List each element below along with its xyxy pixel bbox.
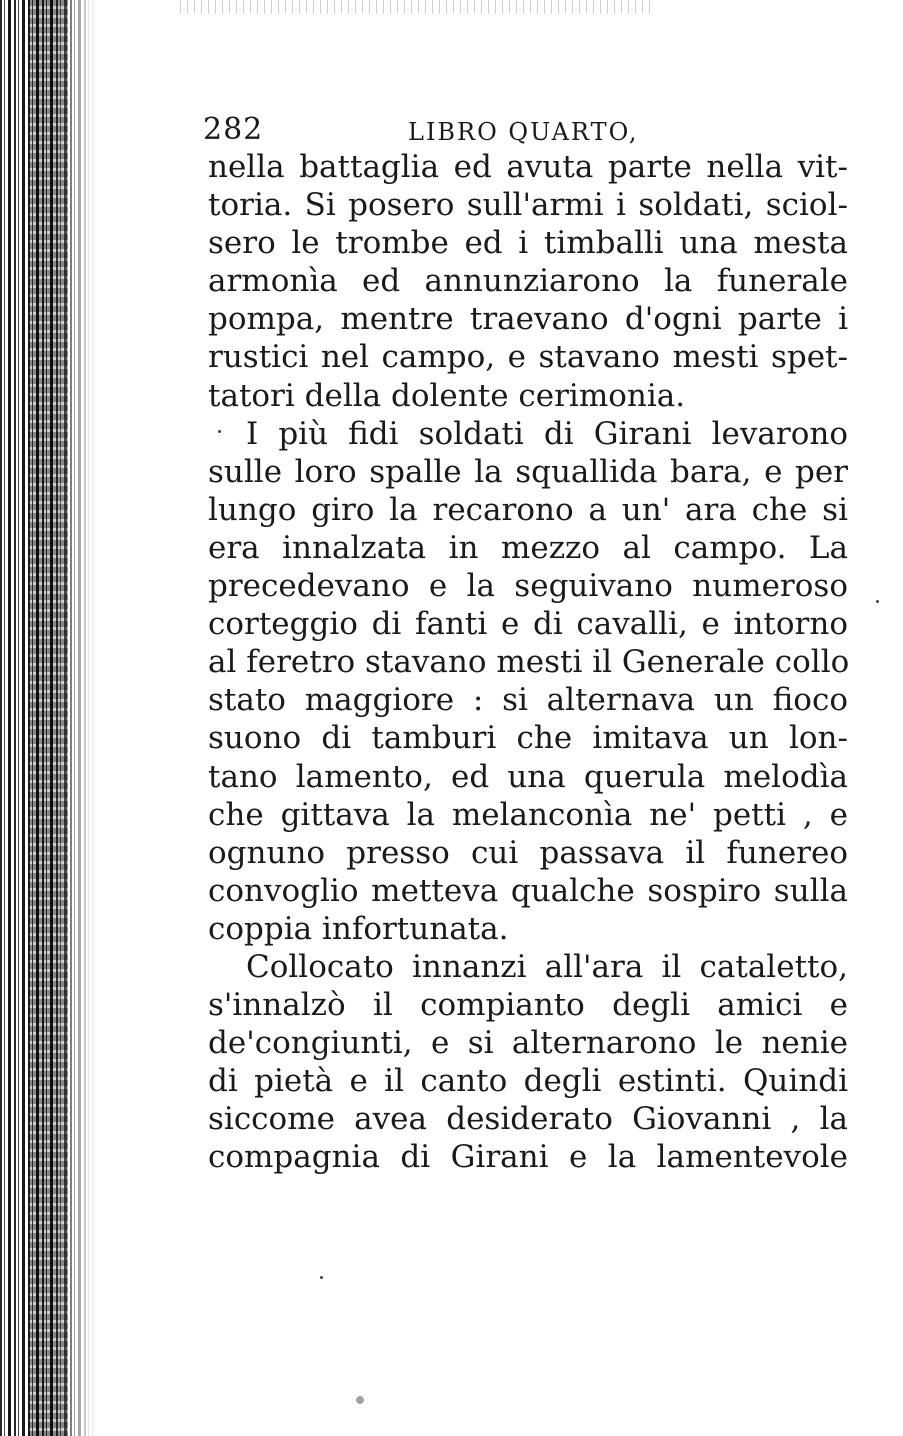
text-line: compagnia di Girani e la lamentevole [208, 1139, 848, 1176]
ink-speck [320, 1276, 323, 1279]
text-line: lungo giro la recarono a un' ara che si [208, 491, 848, 528]
text-line: armonìa ed annunziarono la funerale [208, 263, 848, 300]
text-line: coppia infortunata. [208, 910, 509, 947]
ink-speck [876, 600, 879, 603]
text-line: Collocato innanzi all'ara il cataletto, [246, 948, 848, 985]
text-line: tano lamento, ed una querula melodìa [208, 758, 848, 795]
text-line: s'innalzò il compianto degli amici e [208, 987, 848, 1024]
text-line: nella battaglia ed avuta parte nella vit- [208, 149, 848, 185]
text-line: stato maggiore : si alternava un fioco [208, 682, 848, 719]
running-title: LIBRO QUARTO, [408, 118, 639, 146]
text-line: suono di tamburi che imitava un lon- [208, 720, 848, 757]
text-line: de'congiunti, e si alternarono le nenie [208, 1025, 848, 1062]
text-line: precedevano e la seguivano numeroso [208, 568, 848, 605]
text-line: rustici nel campo, e stavano mesti spet- [208, 339, 848, 376]
text-line: pompa, mentre traevano d'ogni parte i [208, 301, 848, 338]
text-line: al feretro stavano mesti il Generale collo [208, 644, 850, 681]
text-line: corteggio di fanti e di cavalli, e intorno [208, 606, 848, 643]
text-line: toria. Si posero sull'armi i soldati, sciol- [208, 187, 848, 224]
book-page [203, 112, 850, 1177]
text-line: sulle loro spalle la squallida bara, e per [208, 453, 848, 490]
binding-shadow-inner [28, 0, 68, 1436]
text-line: ognuno presso cui passava il funereo [208, 834, 848, 871]
text-line: che gittava la melanconìa ne' petti , e [208, 796, 848, 833]
page-number: 282 [203, 112, 264, 147]
text-line: siccome avea desiderato Giovanni , la [208, 1101, 848, 1138]
page-header [203, 112, 848, 148]
text-line: sero le trombe ed i timballi una mesta [208, 225, 848, 262]
text-line: di pietà e il canto degli estinti. Quindi [208, 1063, 848, 1100]
paragraph-1 [208, 148, 848, 415]
paragraph-2 [208, 415, 848, 948]
text-line: era innalzata in mezzo al campo. La [208, 529, 848, 566]
scan-noise-top [180, 0, 650, 14]
text-line: I più fidi soldati di Girani levarono [246, 415, 848, 452]
ink-speck [356, 1396, 364, 1404]
text-line: tatori della dolente cerimonia. [208, 377, 686, 414]
paragraph-3 [208, 948, 848, 1177]
text-line: convoglio metteva qualche sospiro sulla [208, 872, 848, 909]
